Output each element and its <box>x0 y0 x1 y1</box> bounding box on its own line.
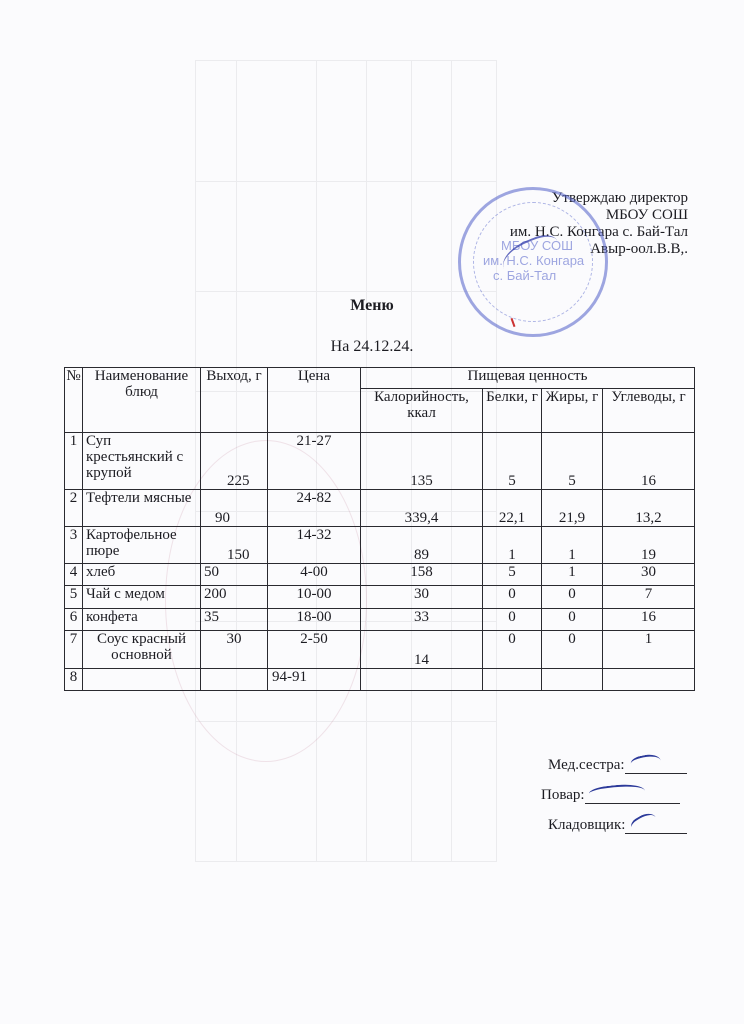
table-row <box>65 609 695 631</box>
stamp-line: им. Н.С. Конгара <box>483 253 585 268</box>
header-yield: Выход, г <box>201 368 268 433</box>
cell-calories <box>361 669 483 691</box>
cell-yield: 50 <box>201 564 268 586</box>
header-nutrition: Пищевая ценность <box>361 368 695 389</box>
cell-proteins: 5 <box>483 433 542 490</box>
signature-line <box>585 787 680 804</box>
cell-carbs <box>603 669 695 691</box>
table-row <box>65 433 695 490</box>
cell-fats: 0 <box>542 631 603 669</box>
cell-calories: 89 <box>361 527 483 564</box>
cell-yield: 35 <box>201 609 268 631</box>
cell-carbs: 19 <box>603 527 695 564</box>
table-row <box>65 586 695 609</box>
cell-price-total: 94-91 <box>268 669 361 691</box>
table-row-total <box>65 669 695 691</box>
cell-price: 14-32 <box>268 527 361 564</box>
cell-proteins: 0 <box>483 609 542 631</box>
cell-yield <box>201 669 268 691</box>
cell-num: 2 <box>65 490 83 527</box>
stamp-line: МБОУ СОШ <box>501 238 574 253</box>
cell-fats: 1 <box>542 564 603 586</box>
signature-scribble-icon <box>629 810 660 837</box>
cell-calories: 30 <box>361 586 483 609</box>
cell-name: Суп крестьянский с крупой <box>83 433 201 490</box>
approval-line: МБОУ СОШ <box>605 207 688 223</box>
signature-scribble-icon <box>588 782 645 804</box>
cell-num: 1 <box>65 433 83 490</box>
cell-calories: 14 <box>361 631 483 669</box>
signature-role: Повар: <box>541 787 585 803</box>
cell-carbs: 30 <box>603 564 695 586</box>
document-title: Меню <box>350 297 394 314</box>
cell-price: 4-00 <box>268 564 361 586</box>
cell-carbs: 1 <box>603 631 695 669</box>
header-fats: Жиры, г <box>542 389 603 433</box>
cell-price: 10-00 <box>268 586 361 609</box>
cell-price: 18-00 <box>268 609 361 631</box>
cell-carbs: 13,2 <box>603 490 695 527</box>
header-price: Цена <box>268 368 361 433</box>
table-header-row <box>65 368 695 389</box>
cell-proteins: 0 <box>483 586 542 609</box>
cell-fats: 0 <box>542 586 603 609</box>
table-row <box>65 631 695 669</box>
cell-name: конфета <box>83 609 201 631</box>
approval-line: Утверждаю директор <box>551 190 688 206</box>
table-row <box>65 490 695 527</box>
signature-line <box>625 757 687 774</box>
cell-calories: 158 <box>361 564 483 586</box>
cell-name: хлеб <box>83 564 201 586</box>
cell-num: 5 <box>65 586 83 609</box>
cell-proteins: 0 <box>483 631 542 669</box>
cell-proteins: 5 <box>483 564 542 586</box>
signature-role: Кладовщик: <box>548 817 626 833</box>
cell-yield: 90 <box>201 490 268 527</box>
cell-price: 21-27 <box>268 433 361 490</box>
cell-yield: 30 <box>201 631 268 669</box>
cell-yield: 225 <box>201 433 268 490</box>
table-row <box>65 527 695 564</box>
stamp-line: с. Бай-Тал <box>493 268 557 283</box>
approval-line: Авыр-оол.В.В,. <box>590 241 688 257</box>
cell-fats: 1 <box>542 527 603 564</box>
document-date: На 24.12.24. <box>330 338 414 355</box>
cell-calories: 33 <box>361 609 483 631</box>
header-calories: Калорийность, ккал <box>361 389 483 433</box>
cell-name: Соус красный основной <box>83 631 201 669</box>
cell-num: 3 <box>65 527 83 564</box>
cell-price: 24-82 <box>268 490 361 527</box>
cell-name: Картофельное пюре <box>83 527 201 564</box>
cell-carbs: 16 <box>603 609 695 631</box>
cell-num: 8 <box>65 669 83 691</box>
cell-name <box>83 669 201 691</box>
cell-num: 7 <box>65 631 83 669</box>
cell-proteins: 1 <box>483 527 542 564</box>
cell-fats: 5 <box>542 433 603 490</box>
cell-fats: 0 <box>542 609 603 631</box>
cell-num: 4 <box>65 564 83 586</box>
cell-yield: 200 <box>201 586 268 609</box>
cell-calories: 339,4 <box>361 490 483 527</box>
cell-name: Тефтели мясные <box>83 490 201 527</box>
signature-line <box>625 817 687 834</box>
header-name: Наименование блюд <box>83 368 201 433</box>
approval-line: им. Н.С. Конгара с. Бай-Тал <box>509 224 688 240</box>
header-number: № <box>65 368 83 433</box>
cell-proteins: 22,1 <box>483 490 542 527</box>
signature-storekeeper <box>548 817 687 834</box>
cell-fats: 21,9 <box>542 490 603 527</box>
cell-name: Чай с медом <box>83 586 201 609</box>
cell-num: 6 <box>65 609 83 631</box>
menu-table <box>64 367 695 691</box>
table-row <box>65 564 695 586</box>
header-carbs: Углеводы, г <box>603 389 695 433</box>
cell-proteins <box>483 669 542 691</box>
cell-carbs: 16 <box>603 433 695 490</box>
cell-fats <box>542 669 603 691</box>
header-proteins: Белки, г <box>483 389 542 433</box>
signature-role: Мед.сестра: <box>548 757 625 773</box>
signature-scribble-icon <box>629 752 662 774</box>
cell-calories: 135 <box>361 433 483 490</box>
cell-carbs: 7 <box>603 586 695 609</box>
cell-yield: 150 <box>201 527 268 564</box>
signature-nurse <box>548 757 687 774</box>
cell-price: 2-50 <box>268 631 361 669</box>
signature-cook <box>541 787 680 804</box>
